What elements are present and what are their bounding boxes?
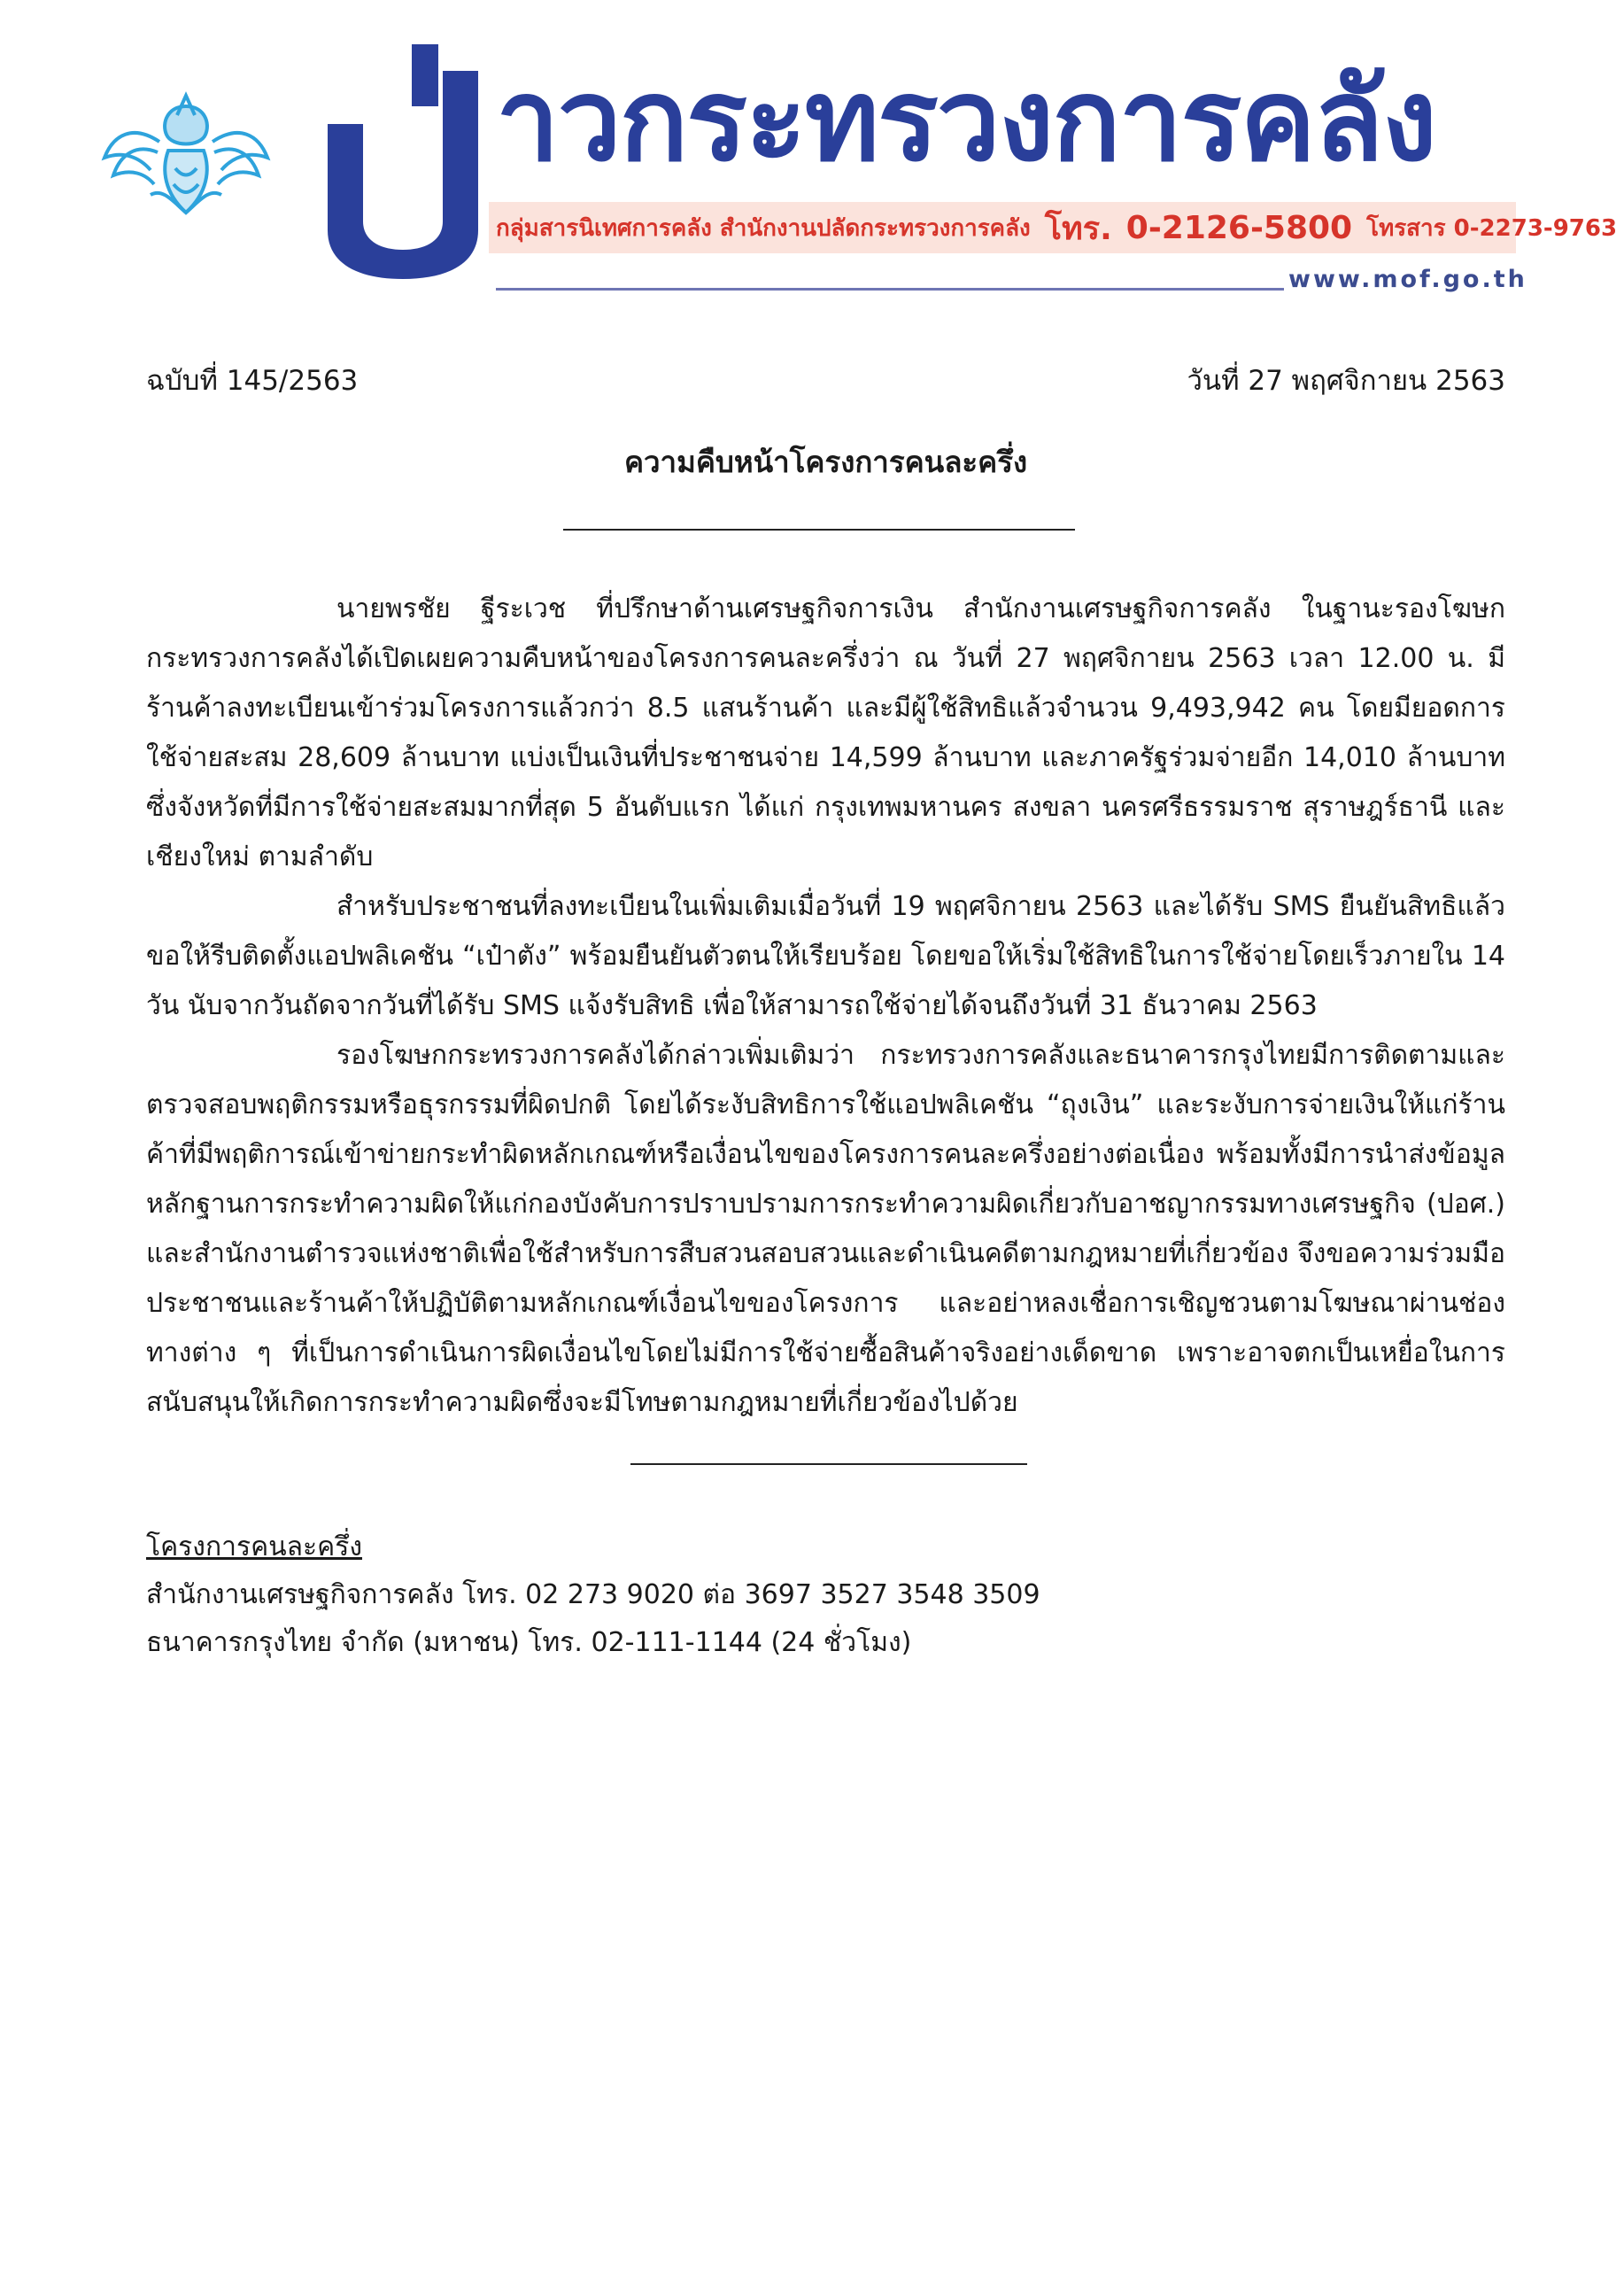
paragraph-3: รองโฆษกกระทรวงการคลังได้กล่าวเพิ่มเติมว่า กระทรวงการคลังและธนาคารกรุงไทยมีการติดตามและตรวจสอบพฤติกรรมหรือธุรกรรมที่ผิดปกติ โดยได้ระงับสิทธิการใช้แอปพลิเคชัน “ถุงเงิน” และระงับการจ่ายเงินให้แก่ร้านค้าที่มีพฤติการณ์เข้าข่ายกระทำผิดหลักเกณฑ์หรือเงื่อนไขของโครงการคนละครึ่งอย่างต่อเนื่อง พร้อมทั้งมีการนำส่งข้อมูลหลักฐานการกระทำความผิดให้แก่กองบังคับการปราบปรามการกระทำความผิดเกี่ยวกับอาชญากรรมทางเศรษฐกิจ (ปอศ.) และสำนักงานตำรวจแห่งชาติเพื่อใช้สำหรับการสืบสวนสอบสวนและดำเนินคดีตามกฎหมายที่เกี่ยวข้อง จึงขอความร่วมมือประชาชนและร้านค้าให้ปฏิบัติตามหลักเกณฑ์เงื่อนไขของโครงการ และอย่าหลงเชื่อการเชิญชวนตามโฆษณาผ่านช่องทางต่าง ๆ ที่เป็นการดำเนินการผิดเงื่อนไขโดยไม่มีการใช้จ่ายซื้อสินค้าจริงอย่างเด็ดขาด เพราะอาจตกเป็นเหยื่อในการสนับสนุนให้เกิดการกระทำความผิดซึ่งจะมีโทษตามกฎหมายที่เกี่ยวข้องไปด้วย (146, 1040, 1505, 1418)
end-divider (630, 1463, 1027, 1465)
document-body (146, 585, 1505, 1428)
phone-label: โทร. (1044, 210, 1112, 247)
contact-org: กลุ่มสารนิเทศการคลัง สำนักงานปลัดกระทรวงการคลัง (496, 214, 1031, 242)
header-divider (496, 288, 1284, 291)
garuda-emblem-icon (97, 89, 275, 221)
issue-date: วันที่ 27 พฤศจิกายน 2563 (1187, 365, 1505, 397)
fax-number: โทรสาร 0-2273-9763 (1366, 214, 1618, 242)
document-title: ความคืบหน้าโครงการคนละครึ่ง (623, 445, 1028, 479)
phone-number: 0-2126-5800 (1125, 209, 1353, 246)
masthead-title: าวกระทรวงการคลัง (496, 55, 1435, 187)
masthead (0, 0, 1618, 319)
contact-line-ktb: ธนาคารกรุงไทย จำกัด (มหาชน) โทร. 02-111-1144 (24 ชั่วโมง) (146, 1627, 912, 1658)
document-meta (146, 361, 1505, 400)
contact-line-fpo: สำนักงานเศรษฐกิจการคลัง โทร. 02 273 9020 ต่อ 3697 3527 3548 3509 (146, 1579, 1040, 1610)
issue-number: ฉบับที่ 145/2563 (146, 365, 359, 397)
website-link[interactable]: www.mof.go.th (1288, 266, 1527, 293)
contact-strip (489, 202, 1618, 253)
masthead-initial-glyph (319, 44, 487, 283)
contact-block (146, 1523, 1209, 1667)
paragraph-2: สำหรับประชาชนที่ลงทะเบียนในเพิ่มเติมเมื่อวันที่ 19 พฤศจิกายน 2563 และได้รับ SMS ยืนยันสิทธิแล้ว ขอให้รีบติดตั้งแอปพลิเคชัน “เป๋าตัง” พร้อมยืนยันตัวตนให้เรียบร้อย โดยขอให้เริ่มใช้สิทธิในการใช้จ่ายโดยเร็วภายใน 14 วัน นับจากวันถัดจากวันที่ได้รับ SMS แจ้งรับสิทธิ เพื่อให้สามารถใช้จ่ายได้จนถึงวันที่ 31 ธันวาคม 2563 (146, 891, 1505, 1021)
contact-heading: โครงการคนละครึ่ง (146, 1531, 362, 1562)
paragraph-1: นายพรชัย ฐีระเวช ที่ปรึกษาด้านเศรษฐกิจการเงิน สำนักงานเศรษฐกิจการคลัง ในฐานะรองโฆษกกระทรวงการคลังได้เปิดเผยความคืบหน้าของโครงการคนละครึ่งว่า ณ วันที่ 27 พฤศจิกายน 2563 เวลา 12.00 น. มีร้านค้าลงทะเบียนเข้าร่วมโครงการแล้วกว่า 8.5 แสนร้านค้า และมีผู้ใช้สิทธิแล้วจำนวน 9,493,942 คน โดยมียอดการใช้จ่ายสะสม 28,609 ล้านบาท แบ่งเป็นเงินที่ประชาชนจ่าย 14,599 ล้านบาท และภาครัฐร่วมจ่ายอีก 14,010 ล้านบาท ซึ่งจังหวัดที่มีการใช้จ่ายสะสมมากที่สุด 5 อันดับแรก ได้แก่ กรุงเทพมหานคร สงขลา นครศรีธรรมราช สุราษฎร์ธานี และเชียงใหม่ ตามลำดับ (146, 593, 1505, 872)
title-divider (563, 529, 1075, 531)
